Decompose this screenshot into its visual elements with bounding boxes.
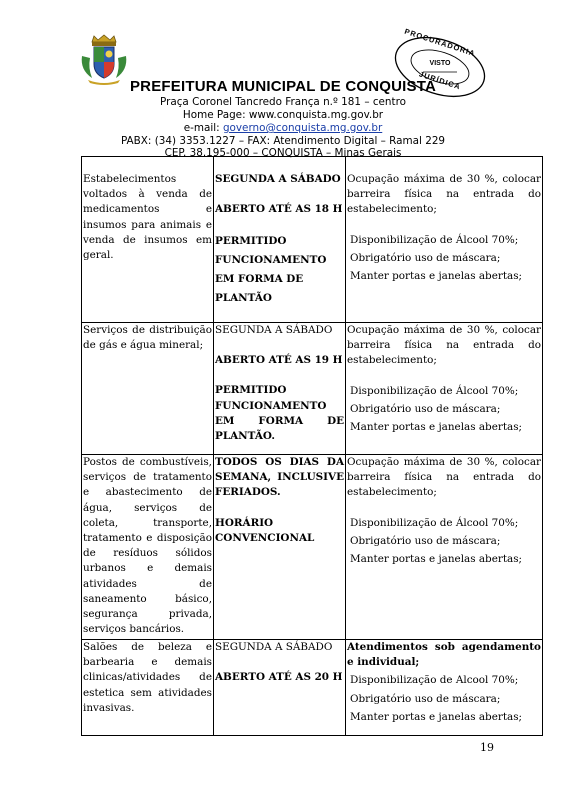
cep-line: CEP. 38.195-000 – CONQUISTA – Minas Gerais [164,147,402,159]
email-link[interactable]: governo@conquista.mg.gov.br [222,122,383,134]
conditions-intro: Ocupação máxima de 30 %, colocar barreira física na entrada do estabelecimento; [347,324,541,367]
schedule-days: TODOS OS DIAS DA SEMANA, INCLUSIVE FERIADOS. [215,456,344,499]
stamp-bottom-text: JURÍDICA [417,69,463,92]
condition-item: Obrigatório uso de máscara; [350,251,501,264]
home-page-line: Home Page: www.conquista.mg.gov.br [182,109,384,121]
establishment-cell [82,157,214,323]
establishment-cell [82,455,214,640]
phones-line: PABX: (34) 3353.1227 – FAX: Atendimento Digital – Ramal 229 [120,135,446,147]
condition-item: Manter portas e janelas abertas; [350,421,523,434]
establishment-text: Postos de combustíveis, serviços de tratamento e abastecimento de água, serviços de coleta, transporte, tratamento e disposição de resíduos sólidos urbanos e demais atividades de saneamento básico, segurança privada, serviços bancários. [83,456,212,636]
condition-item: Manter portas e janelas abertas; [350,270,523,283]
conditions-intro: Atendimentos sob agendamento e individual; [347,641,541,669]
letterhead [0,0,566,160]
schedule-days: SEGUNDA A SÁBADO [215,173,341,185]
schedule-cell [214,323,346,455]
table-row [82,640,543,736]
schedule-hours: ABERTO ATÉ AS 20 H [215,671,343,684]
email-line [0,122,566,135]
schedule-hours: HORÁRIO CONVENCIONAL [215,516,315,544]
condition-item: Obrigatório uso de máscara; [350,692,501,705]
table-row [82,157,543,323]
table-row [82,455,543,640]
conditions-cell [346,157,543,323]
schedule-cell [214,640,346,736]
establishment-cell [82,323,214,455]
table-row [82,323,543,455]
establishment-text: Serviços de distribuição de gás e água mineral; [83,324,212,352]
stamp-middle-text: VISTO [429,60,451,67]
schedule-cell [214,157,346,323]
condition-item: Manter portas e janelas abertas; [350,553,523,566]
schedule-days: SEGUNDA A SÁBADO [215,324,333,336]
condition-item: Disponibilização de Álcool 70%; [350,384,519,397]
conditions-cell [346,323,543,455]
condition-item: Manter portas e janelas abertas; [350,710,523,723]
schedule-note: PERMITIDO FUNCIONAMENTO EM FORMA DE PLANTÃO [215,235,327,305]
schedule-hours: ABERTO ATÉ AS 19 H [215,354,343,367]
address-line: Praça Coronel Tancredo França n.º 181 – centro [160,96,406,108]
schedule-days: SEGUNDA A SÁBADO [215,641,333,653]
schedule-hours: ABERTO ATÉ AS 18 H [215,203,343,216]
conditions-cell [346,640,543,736]
schedule-note: PERMITIDO FUNCIONAMENTO EM FORMA DE PLANTÃO. [215,384,344,443]
establishment-text: Estabelecimentos voltados à venda de medicamentos e insumos para animais e venda de insumos em geral. [83,173,212,262]
org-name: PREFEITURA MUNICIPAL DE CONQUISTA [129,78,437,95]
schedule-cell [214,455,346,640]
legal-review-stamp [391,26,489,98]
establishment-cell [82,640,214,736]
condition-item: Disponibilização de Álcool 70%; [350,516,519,529]
conditions-intro: Ocupação máxima de 30 %, colocar barreira física na entrada do estabelecimento; [347,173,541,216]
conditions-cell [346,455,543,640]
conditions-intro: Ocupação máxima de 30 %, colocar barreira física na entrada do estabelecimento; [347,456,541,499]
establishment-text: Salões de beleza e barbearia e demais clinicas/atividades de estetica sem atividades invasivas. [83,641,212,714]
email-label: e-mail: [183,122,223,134]
condition-item: Disponibilização de Alcool 70%; [350,674,519,687]
condition-item: Disponibilização de Álcool 70%; [350,233,519,246]
activities-table [81,156,543,736]
condition-item: Obrigatório uso de máscara; [350,402,501,415]
page-number: 19 [480,741,494,754]
stamp-top-text: PROCURADORIA [403,26,477,59]
condition-item: Obrigatório uso de máscara; [350,534,501,547]
